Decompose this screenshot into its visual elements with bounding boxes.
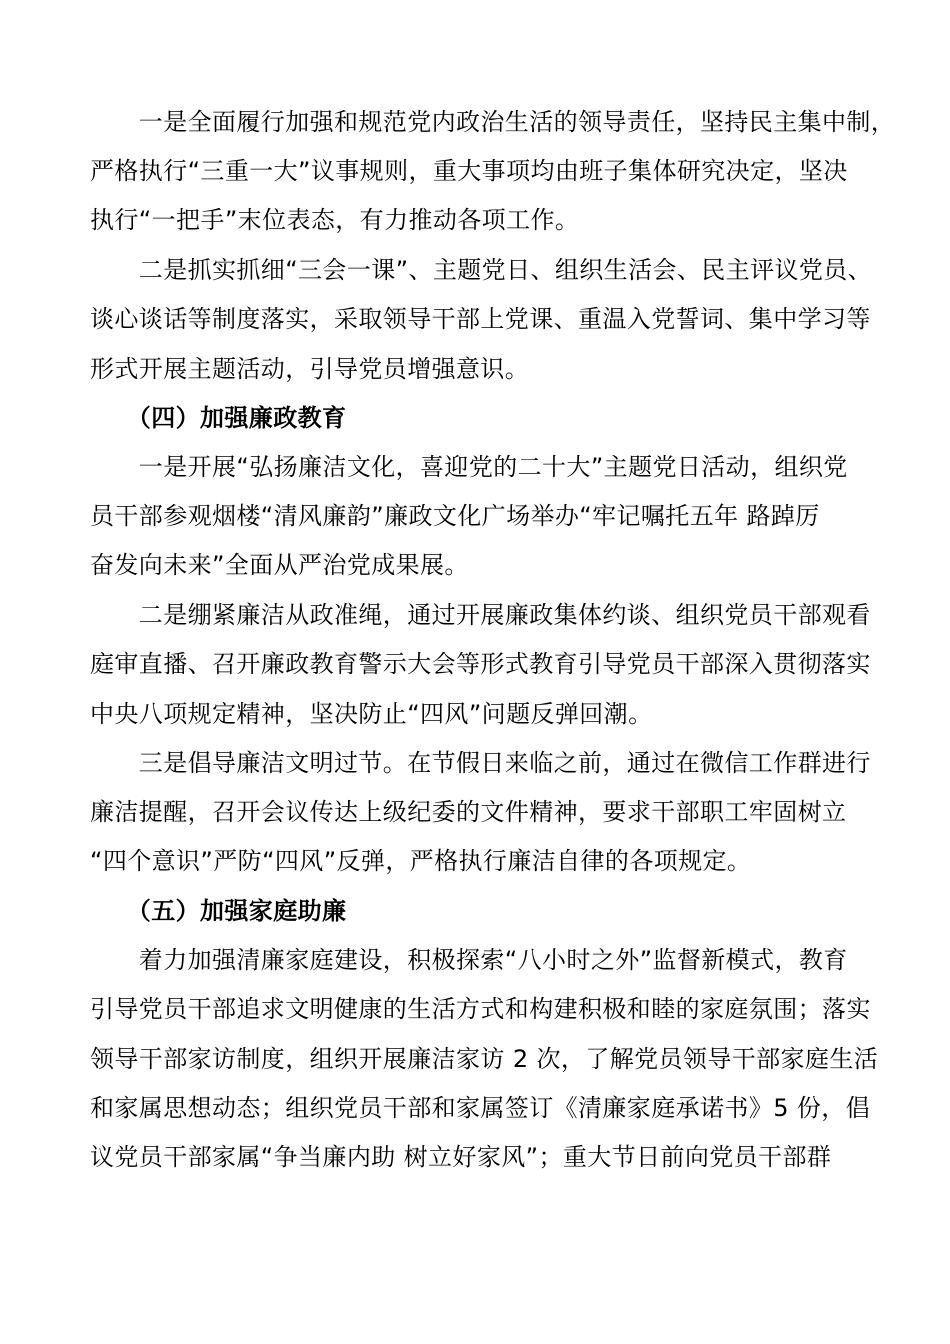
paragraph-line: 着力加强清廉家庭建设，积极探索“八小时之外”监督新模式，教育	[90, 946, 848, 974]
paragraph-line: 奋发向未来”全面从严治党成果展。	[90, 551, 469, 579]
paragraph-line: 一是开展“弘扬廉洁文化，喜迎党的二十大”主题党日活动，组织党	[90, 453, 848, 481]
paragraph-line: 执行“一把手”末位表态，有力推动各项工作。	[90, 206, 580, 234]
paragraph-line: 员干部参观烟楼“清风廉韵”廉政文化广场举办“牢记嘱托五年 路踔厉	[90, 502, 820, 530]
paragraph-line: 谈心谈话等制度落实，采取领导干部上党课、重温入党誓词、集中学习等	[90, 305, 871, 333]
paragraph-line: 中央八项规定精神，坚决防止“四风”问题反弹回潮。	[90, 700, 653, 728]
paragraph-line: 廉洁提醒，召开会议传达上级纪委的文件精神，要求干部职工牢固树立	[90, 798, 847, 826]
section-heading: （四）加强廉政教育	[90, 404, 347, 432]
paragraph-line: 形式开展主题活动，引导党员增强意识。	[90, 355, 530, 383]
paragraph-line: 二是抓实抓细“三会一课”、主题党日、组织生活会、民主评议党员、	[90, 256, 873, 284]
section-heading: （五）加强家庭助廉	[90, 897, 347, 925]
paragraph-line: 二是绷紧廉洁从政准绳，通过开展廉政集体约谈、组织党员干部观看	[90, 601, 871, 629]
paragraph-line: “四个意识”严防“四风”反弹，严格执行廉洁自律的各项规定。	[90, 847, 752, 875]
paragraph-line: 引导党员干部追求文明健康的生活方式和构建积极和睦的家庭氛围；落实	[90, 995, 871, 1023]
paragraph-line: 一是全面履行加强和规范党内政治生活的领导责任，坚持民主集中制，	[90, 108, 896, 136]
paragraph-line: 严格执行“三重一大”议事规则，重大事项均由班子集体研究决定，坚决	[90, 157, 848, 185]
paragraph-line: 三是倡导廉洁文明过节。在节假日来临之前，通过在微信工作群进行	[90, 749, 871, 777]
paragraph-line: 和家属思想动态；组织党员干部和家属签订《清廉家庭承诺书》5 份，倡	[90, 1094, 871, 1122]
paragraph-line: 庭审直播、召开廉政教育警示大会等形式教育引导党员干部深入贯彻落实	[90, 650, 871, 678]
paragraph-line: 议党员干部家属“争当廉内助 树立好家风”；重大节日前向党员干部群	[90, 1143, 832, 1171]
paragraph-line: 领导干部家访制度，组织开展廉洁家访 2 次，了解党员领导干部家庭生活	[90, 1045, 879, 1073]
